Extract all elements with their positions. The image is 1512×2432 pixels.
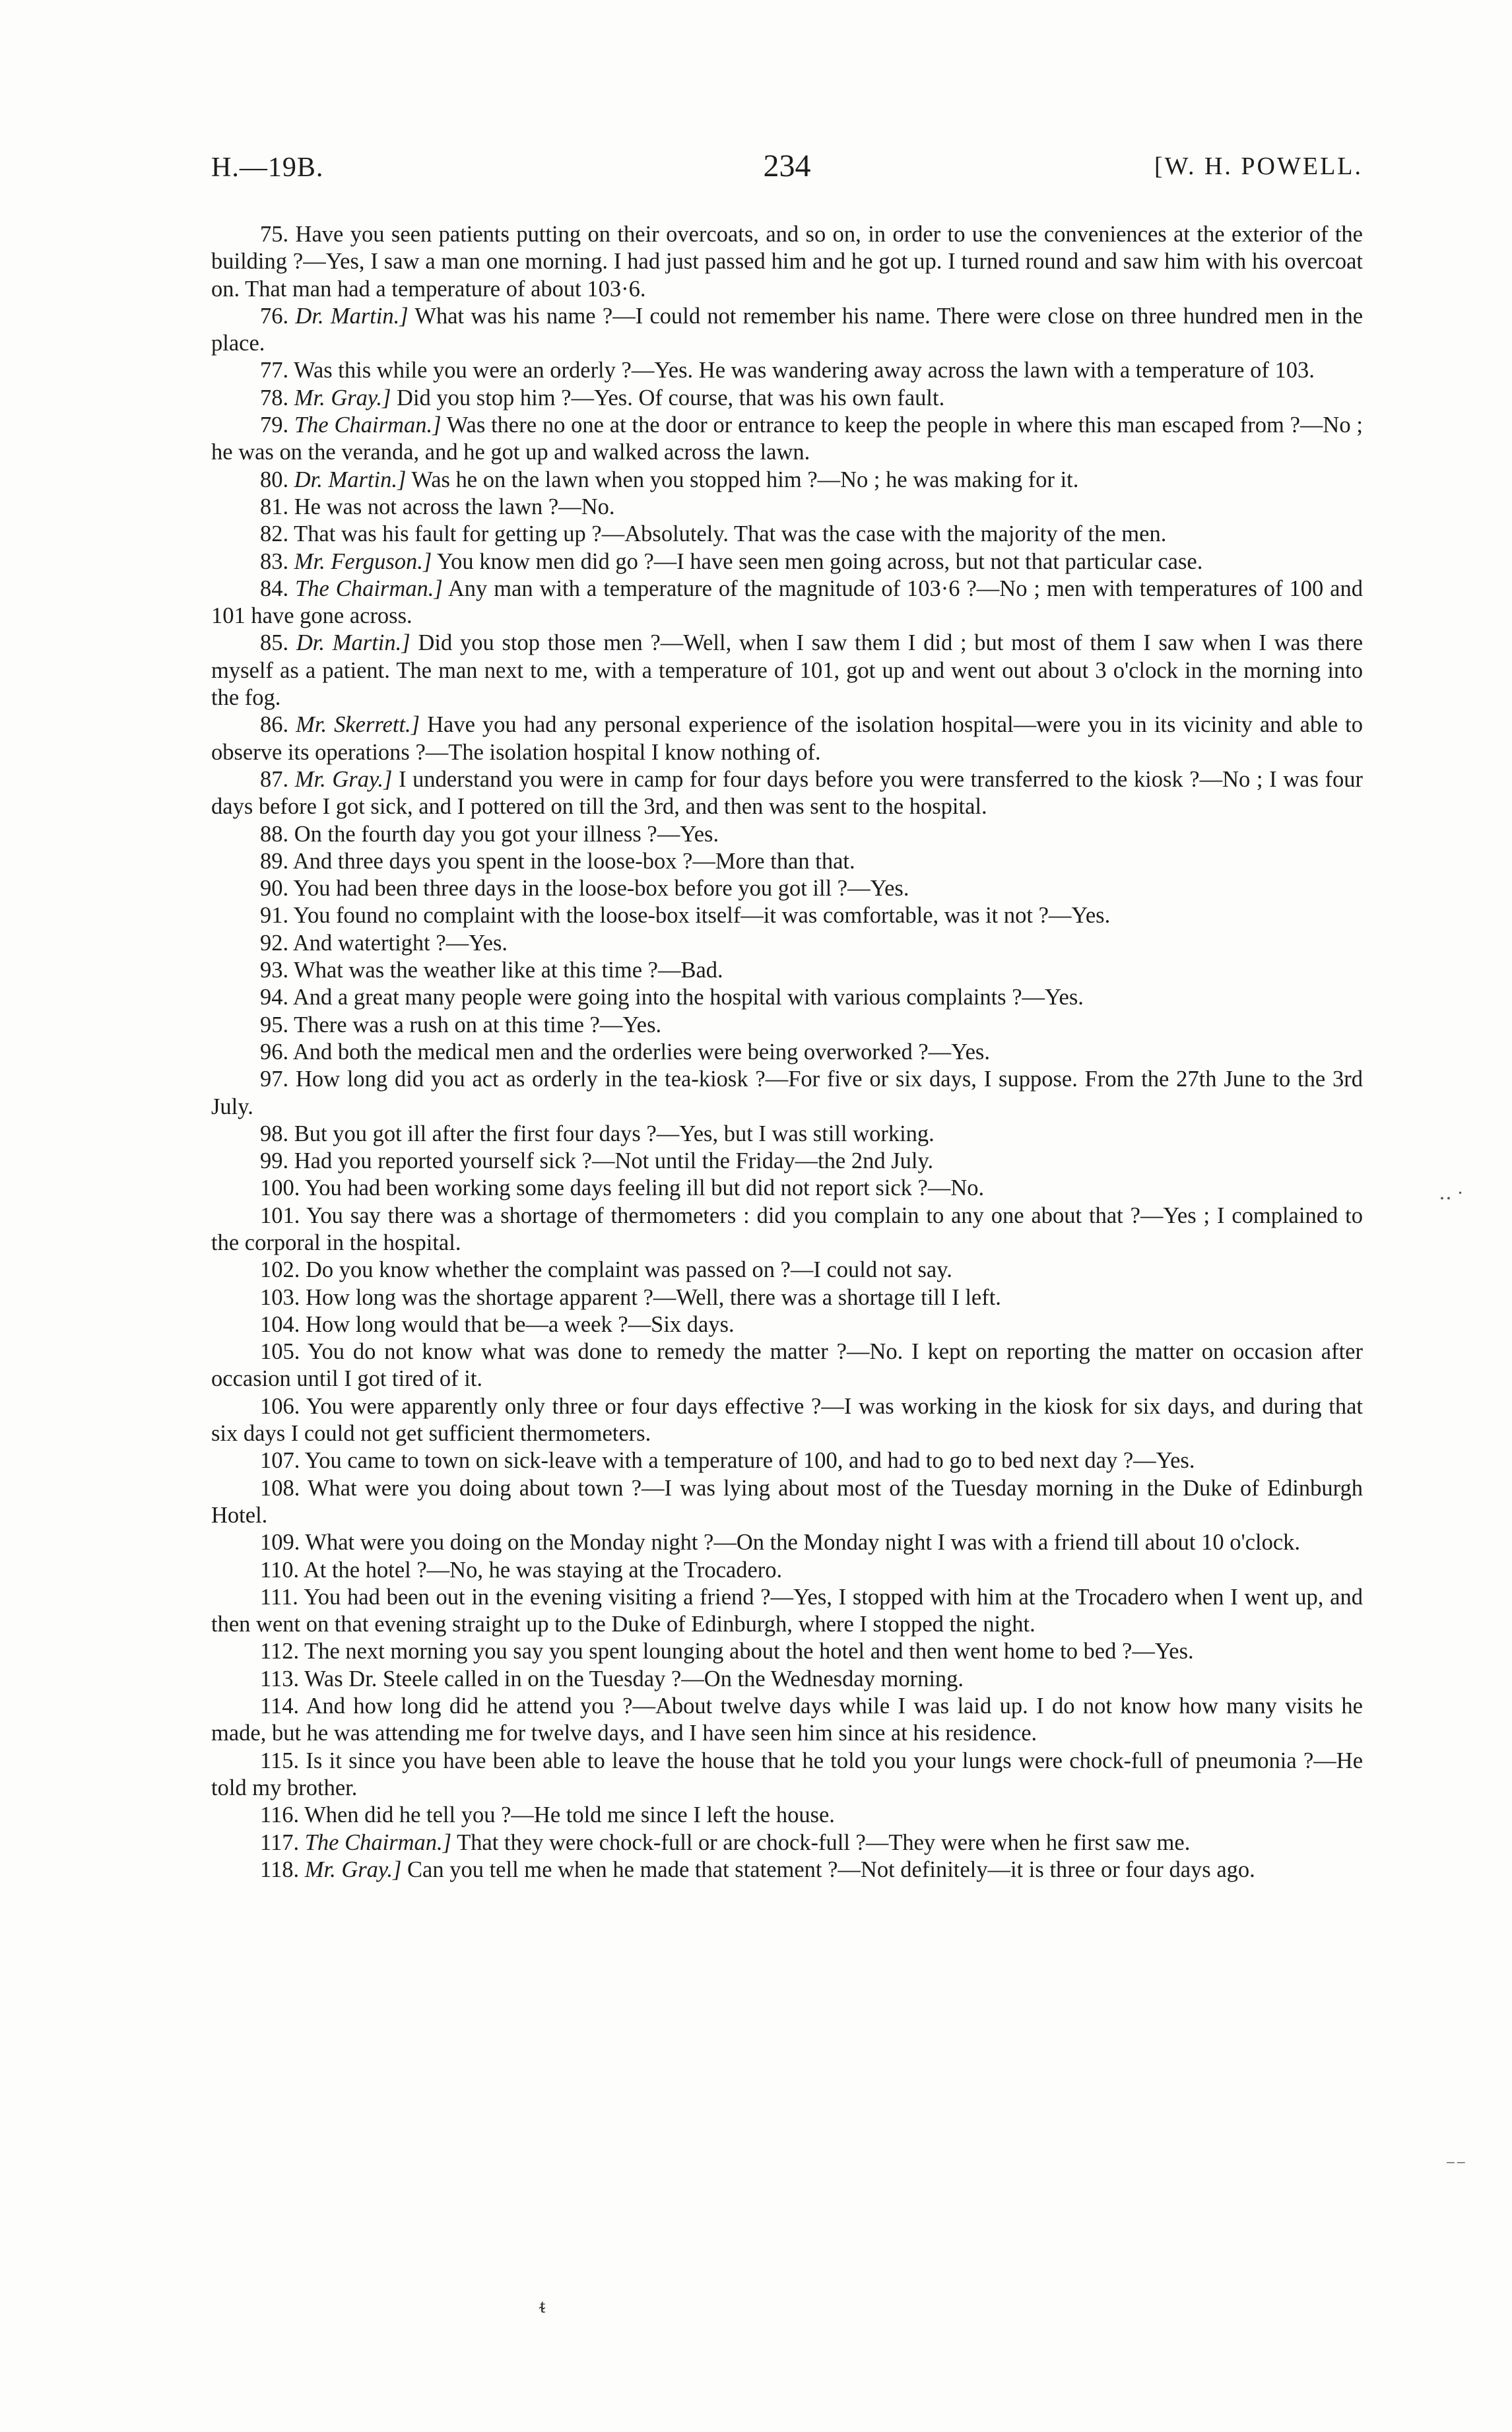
entry-text: You were apparently only three or four days effective ?—I was working in the kiosk for six days, and during that six days I could not get sufficient thermometers.: [211, 1393, 1363, 1447]
testimony-entry: [211, 1529, 1363, 1556]
testimony-entry: [211, 1257, 1363, 1284]
entry-number: 82.: [260, 521, 289, 547]
entry-text: I understand you were in camp for four days before you were transferred to the kiosk ?—No ; I was four days before I got sick, and I pottered on till the 3rd, and then was sent to the hospital.: [211, 766, 1364, 820]
testimony-entry: [211, 1666, 1363, 1693]
entry-text: You found no complaint with the loose-box itself—it was comfortable, was it not ?—Yes.: [293, 903, 1111, 929]
margin-mark: ⁻⁻: [1445, 2155, 1466, 2177]
entry-text: Is it since you have been able to leave the house that he told you your lungs were chock-full of pneumonia ?—He told my brother.: [211, 1748, 1364, 1800]
entry-number: 94.: [260, 985, 289, 1010]
entry-number: 105.: [260, 1339, 300, 1365]
testimony-entry: [211, 1447, 1363, 1474]
testimony-entry: [211, 630, 1363, 711]
entry-number: 102.: [260, 1257, 300, 1283]
entry-text: And how long did he attend you ?—About twelve days while I was laid up. I do not know how many visits he made, but he was attending me for twelve days, and I have seen him since at his residence.: [211, 1693, 1363, 1746]
entry-text: He was not across the lawn ?—No.: [294, 494, 615, 519]
testimony-entry: [211, 1802, 1363, 1829]
entry-number: 85.: [260, 630, 289, 656]
entry-text: And both the medical men and the orderlies were being overworked ?—Yes.: [292, 1039, 990, 1065]
entry-speaker: Mr. Gray.]: [294, 385, 391, 411]
entry-number: 109.: [260, 1530, 300, 1556]
entry-number: 98.: [260, 1121, 289, 1146]
margin-mark: ‥ ·: [1439, 1182, 1464, 1204]
entry-text: And watertight ?—Yes.: [292, 930, 508, 956]
entry-text: What was the weather like at this time ?—Bad.: [294, 958, 723, 983]
testimony-entry: [211, 221, 1363, 303]
testimony-entry: [211, 1012, 1363, 1039]
entry-speaker: The Chairman.]: [295, 575, 443, 601]
entry-speaker: The Chairman.]: [294, 412, 442, 438]
testimony-entry: [211, 357, 1363, 384]
entry-text: On the fourth day you got your illness ?—Yes.: [294, 821, 719, 847]
entry-text: Was he on the lawn when you stopped him ?—No ; he was making for it.: [411, 467, 1079, 492]
entry-text: Was Dr. Steele called in on the Tuesday ?—On the Wednesday morning.: [304, 1666, 964, 1692]
entry-number: 103.: [260, 1284, 300, 1310]
testimony-entry: [211, 1475, 1363, 1530]
entry-speaker: Mr. Gray.]: [294, 766, 393, 792]
testimony-entry: [211, 848, 1363, 875]
entry-text: How long did you act as orderly in the tea-kiosk ?—For five or six days, I suppose. From the 27th June to the 3rd July.: [211, 1067, 1364, 1119]
entry-number: 77.: [260, 358, 289, 383]
entry-number: 110.: [260, 1557, 300, 1583]
witness-name: [W. H. POWELL.: [1154, 152, 1363, 180]
entry-text: Was this while you were an orderly ?—Yes. He was wandering away across the lawn with a temperature of 103.: [294, 358, 1315, 383]
entry-number: 118.: [260, 1857, 300, 1882]
entry-text: You know men did go ?—I have seen men going across, but not that particular case.: [436, 548, 1203, 574]
testimony-entry: [211, 548, 1363, 575]
testimony-entry: [211, 711, 1363, 766]
entry-text: Have you seen patients putting on their overcoats, and so on, in order to use the conveniences at the exterior of the building ?—Yes, I saw a man one morning. I had just passed him and he got up. I turned round and saw him with his overcoat on. That man had a temperature of about 103·6.: [211, 222, 1363, 302]
testimony-entry: [211, 385, 1363, 412]
entry-speaker: Mr. Gray.]: [304, 1857, 402, 1882]
entry-text: Had you reported yourself sick ?—Not until the Friday—the 2nd July.: [294, 1148, 934, 1174]
testimony-entry: [211, 1311, 1363, 1338]
testimony-entry: [211, 930, 1363, 957]
entry-text: What were you doing on the Monday night ?—On the Monday night I was with a friend till about 10 o'clock.: [305, 1530, 1301, 1556]
testimony-entry: [211, 467, 1363, 494]
testimony-entry: [211, 766, 1363, 821]
entry-number: 86.: [260, 712, 289, 738]
entry-number: 76.: [260, 303, 289, 329]
entry-number: 90.: [260, 876, 289, 902]
entry-number: 87.: [260, 766, 289, 792]
testimony-entry: [211, 1584, 1363, 1639]
entry-speaker: The Chairman.]: [304, 1829, 452, 1855]
entry-number: 88.: [260, 821, 289, 847]
entry-text: What was his name ?—I could not remember his name. There were close on three hundred men in the place.: [211, 303, 1364, 356]
entry-speaker: Dr. Martin.]: [295, 303, 409, 329]
testimony-entry: [211, 494, 1363, 521]
entry-text: Did you stop him ?—Yes. Of course, that was his own fault.: [397, 385, 945, 411]
entry-number: 96.: [260, 1039, 289, 1065]
entry-text: You say there was a shortage of thermometers : did you complain to any one about that ?—Yes ; I complained to the corporal in the hospital.: [211, 1202, 1363, 1255]
entry-text: At the hotel ?—No, he was staying at the Trocadero.: [303, 1557, 783, 1583]
entry-speaker: Dr. Martin.]: [296, 630, 411, 656]
entry-number: 75.: [260, 222, 289, 247]
testimony-entry: [211, 821, 1363, 848]
entry-text: Have you had any personal experience of the isolation hospital—were you in its vicinity and able to observe its operations ?—The isolation hospital I know nothing of.: [211, 712, 1363, 765]
page-number: 234: [763, 148, 811, 183]
testimony-body: [211, 221, 1363, 1884]
testimony-entry: [211, 575, 1363, 630]
entry-text: And three days you spent in the loose-box ?—More than that.: [292, 848, 855, 874]
entry-text: You had been three days in the loose-box before you got ill ?—Yes.: [293, 876, 909, 902]
testimony-entry: [211, 1148, 1363, 1175]
testimony-entry: [211, 521, 1363, 548]
testimony-entry: [211, 1638, 1363, 1665]
entry-number: 79.: [260, 412, 289, 438]
entry-number: 117.: [260, 1829, 300, 1855]
entry-speaker: Mr. Skerrett.]: [296, 712, 420, 738]
entry-number: 97.: [260, 1067, 289, 1092]
testimony-entry: [211, 1748, 1363, 1802]
entry-text: You had been out in the evening visiting a friend ?—Yes, I stopped with him at the Trocadero when I went up, and then went on that evening straight up to the Duke of Edinburgh, where I stopped the night.: [211, 1584, 1363, 1637]
bottom-mark: ᵵ: [540, 2295, 546, 2317]
entry-number: 92.: [260, 930, 289, 956]
entry-text: But you got ill after the first four days ?—Yes, but I was still working.: [294, 1121, 935, 1146]
entry-number: 99.: [260, 1148, 289, 1174]
entry-text: How long would that be—a week ?—Six days.: [306, 1311, 735, 1337]
entry-text: You had been working some days feeling ill but did not report sick ?—No.: [304, 1175, 985, 1201]
entry-text: There was a rush on at this time ?—Yes.: [294, 1012, 662, 1037]
page-header: [211, 148, 1363, 198]
entry-text: When did he tell you ?—He told me since I left the house.: [304, 1802, 835, 1828]
entry-text: Any man with a temperature of the magnitude of 103·6 ?—No ; men with temperatures of 100 and 101 have gone across.: [211, 575, 1363, 629]
entry-number: 113.: [260, 1666, 300, 1692]
entry-number: 101.: [260, 1202, 300, 1228]
entry-number: 78.: [260, 385, 289, 411]
entry-number: 91.: [260, 903, 289, 929]
entry-text: How long was the shortage apparent ?—Well, there was a shortage till I left.: [306, 1284, 1001, 1310]
testimony-entry: [211, 1121, 1363, 1148]
document-reference: H.—19B.: [211, 152, 324, 183]
entry-text: Was there no one at the door or entrance to keep the people in where this man escaped from ?—No ; he was on the veranda, and he got up and walked across the lawn.: [211, 412, 1363, 465]
entry-number: 81.: [260, 494, 289, 519]
entry-text: And a great many people were going into the hospital with various complaints ?—Yes.: [292, 985, 1084, 1010]
testimony-entry: [211, 1284, 1363, 1311]
testimony-entry: [211, 1338, 1363, 1393]
entry-number: 106.: [260, 1393, 300, 1419]
entry-number: 84.: [260, 575, 289, 601]
entry-number: 83.: [260, 548, 289, 574]
entry-number: 95.: [260, 1012, 289, 1037]
testimony-entry: [211, 984, 1363, 1011]
entry-number: 80.: [260, 467, 289, 492]
entry-number: 114.: [260, 1693, 300, 1719]
entry-text: You do not know what was done to remedy the matter ?—No. I kept on reporting the matter on occasion after occasion until I got tired of it.: [211, 1339, 1363, 1392]
entry-text: Did you stop those men ?—Well, when I saw them I did ; but most of them I saw when I was there myself as a patient. The man next to me, with a temperature of 101, got up and went out about 3 o'clock in the morning into the fog.: [211, 630, 1364, 711]
entry-number: 111.: [260, 1584, 298, 1610]
entry-text: Do you know whether the complaint was passed on ?—I could not say.: [306, 1257, 952, 1283]
testimony-entry: [211, 957, 1363, 984]
testimony-entry: [211, 875, 1363, 902]
entry-speaker: Mr. Ferguson.]: [294, 548, 432, 574]
entry-number: 100.: [260, 1175, 300, 1201]
entry-number: 112.: [260, 1639, 300, 1664]
entry-number: 116.: [260, 1802, 300, 1828]
testimony-entry: [211, 412, 1363, 467]
entry-number: 108.: [260, 1475, 300, 1501]
testimony-entry: [211, 1829, 1363, 1857]
entry-text: You came to town on sick-leave with a temperature of 100, and had to go to bed next day ?—Yes.: [304, 1448, 1195, 1474]
testimony-entry: [211, 1039, 1363, 1066]
entry-text: That they were chock-full or are chock-full ?—They were when he first saw me.: [457, 1829, 1191, 1855]
entry-number: 104.: [260, 1311, 300, 1337]
entry-number: 93.: [260, 958, 289, 983]
testimony-entry: [211, 1393, 1363, 1448]
testimony-entry: [211, 1693, 1363, 1748]
testimony-entry: [211, 1857, 1363, 1884]
testimony-entry: [211, 303, 1363, 358]
testimony-entry: [211, 1557, 1363, 1584]
testimony-entry: [211, 1175, 1363, 1202]
testimony-entry: [211, 1202, 1363, 1257]
entry-text: The next morning you say you spent lounging about the hotel and then went home to bed ?—Yes.: [304, 1639, 1194, 1664]
entry-number: 89.: [260, 848, 289, 874]
entry-text: Can you tell me when he made that statement ?—Not definitely—it is three or four days ago.: [407, 1857, 1255, 1882]
entry-text: That was his fault for getting up ?—Absolutely. That was the case with the majority of the men.: [294, 521, 1167, 547]
entry-text: What were you doing about town ?—I was lying about most of the Tuesday morning in the Duke of Edinburgh Hotel.: [211, 1475, 1363, 1528]
testimony-entry: [211, 1066, 1363, 1121]
testimony-entry: [211, 902, 1363, 929]
entry-speaker: Dr. Martin.]: [294, 467, 407, 492]
entry-number: 107.: [260, 1448, 300, 1474]
entry-number: 115.: [260, 1748, 300, 1773]
